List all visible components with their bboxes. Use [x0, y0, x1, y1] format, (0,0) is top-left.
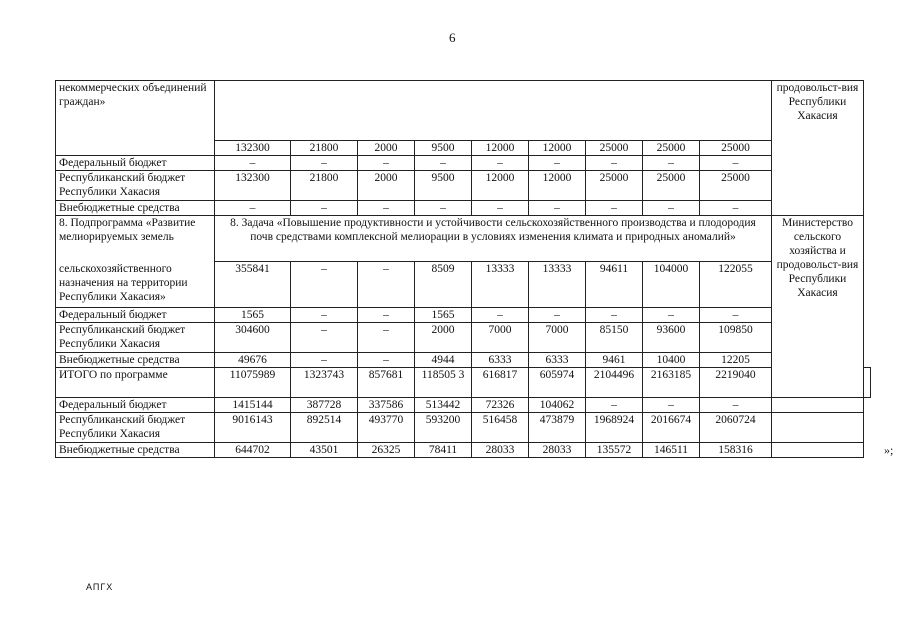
- value-cell: 25000: [643, 171, 700, 201]
- value-cell: –: [358, 156, 415, 171]
- value-cell: –: [700, 201, 772, 216]
- value-cell: 2219040: [700, 368, 772, 398]
- value-cell: –: [291, 323, 358, 353]
- value-cell: –: [215, 201, 291, 216]
- footer-code: АПГХ: [86, 582, 114, 592]
- value-cell: 28033: [529, 443, 586, 458]
- table-row: [56, 413, 871, 443]
- value-cell: –: [415, 201, 472, 216]
- value-cell: 516458: [472, 413, 529, 443]
- value-cell: –: [358, 323, 415, 353]
- value-cell: 1565: [215, 308, 291, 323]
- row-label: некоммерческих объединений граждан»: [56, 81, 215, 141]
- value-cell: –: [643, 201, 700, 216]
- value-cell: 9461: [586, 353, 643, 368]
- value-cell: –: [643, 308, 700, 323]
- value-cell: 122055: [700, 262, 772, 308]
- value-cell: 1323743: [291, 368, 358, 398]
- value-cell: –: [358, 353, 415, 368]
- value-cell: 12000: [529, 171, 586, 201]
- table-row: [56, 443, 871, 458]
- table-row: [56, 368, 871, 398]
- value-cell: 9016143: [215, 413, 291, 443]
- responsible-executor: продовольст-вия Республики Хакасия: [772, 81, 864, 141]
- value-cell: –: [586, 398, 643, 413]
- value-cell: –: [291, 308, 358, 323]
- row-label: Федеральный бюджет: [56, 398, 215, 413]
- value-cell: 26325: [358, 443, 415, 458]
- value-cell: 21800: [291, 141, 358, 156]
- value-cell: 7000: [529, 323, 586, 353]
- empty-cell: [56, 141, 215, 156]
- table-row: [56, 216, 871, 262]
- value-cell: 387728: [291, 398, 358, 413]
- value-cell: 892514: [291, 413, 358, 443]
- value-cell: 135572: [586, 443, 643, 458]
- value-cell: 1415144: [215, 398, 291, 413]
- budget-table: [55, 80, 871, 458]
- value-cell: 13333: [529, 262, 586, 308]
- value-cell: –: [291, 262, 358, 308]
- value-cell: 72326: [472, 398, 529, 413]
- value-cell: –: [415, 156, 472, 171]
- value-cell: 2000: [358, 141, 415, 156]
- value-cell: –: [586, 201, 643, 216]
- row-label: Республиканский бюджет Республики Хакасия: [56, 171, 215, 201]
- empty-cell: [864, 368, 871, 398]
- value-cell: 337586: [358, 398, 415, 413]
- value-cell: 473879: [529, 413, 586, 443]
- value-cell: 25000: [586, 171, 643, 201]
- value-cell: –: [358, 201, 415, 216]
- value-cell: –: [529, 308, 586, 323]
- value-cell: 857681: [358, 368, 415, 398]
- value-cell: 2163185: [643, 368, 700, 398]
- value-cell: –: [358, 308, 415, 323]
- value-cell: –: [529, 156, 586, 171]
- value-cell: –: [472, 156, 529, 171]
- row-label: Федеральный бюджет: [56, 308, 215, 323]
- empty-cell: [215, 81, 772, 141]
- value-cell: 644702: [215, 443, 291, 458]
- empty-cell: [772, 141, 864, 216]
- value-cell: 25000: [586, 141, 643, 156]
- value-cell: 43501: [291, 443, 358, 458]
- row-label: Внебюджетные средства: [56, 353, 215, 368]
- value-cell: 28033: [472, 443, 529, 458]
- value-cell: 132300: [215, 141, 291, 156]
- value-cell: 4944: [415, 353, 472, 368]
- value-cell: 1968924: [586, 413, 643, 443]
- value-cell: –: [291, 201, 358, 216]
- value-cell: 493770: [358, 413, 415, 443]
- value-cell: 94611: [586, 262, 643, 308]
- empty-cell: [772, 398, 864, 413]
- subprogram-title: 8. Подпрограмма «Развитие мелиорируемых земель: [56, 216, 215, 262]
- value-cell: 7000: [472, 323, 529, 353]
- row-label: Федеральный бюджет: [56, 156, 215, 171]
- value-cell: 12000: [472, 171, 529, 201]
- value-cell: 49676: [215, 353, 291, 368]
- value-cell: 616817: [472, 368, 529, 398]
- value-cell: 25000: [643, 141, 700, 156]
- value-cell: 118505 3: [415, 368, 472, 398]
- row-label: Республиканский бюджет Республики Хакасия: [56, 323, 215, 353]
- table-row: [56, 141, 871, 156]
- row-label: Внебюджетные средства: [56, 443, 215, 458]
- value-cell: –: [700, 308, 772, 323]
- value-cell: 6333: [529, 353, 586, 368]
- value-cell: 132300: [215, 171, 291, 201]
- task-description: 8. Задача «Повышение продуктивности и устойчивости сельскохозяйственного производства и плодородия почв средствами комплексной мелиорации в условиях изменения климата и природных аномалий»: [215, 216, 772, 262]
- table-row: [56, 353, 871, 368]
- value-cell: 2104496: [586, 368, 643, 398]
- value-cell: 25000: [700, 171, 772, 201]
- empty-cell: [772, 413, 864, 443]
- value-cell: 13333: [472, 262, 529, 308]
- value-cell: –: [529, 201, 586, 216]
- value-cell: 6333: [472, 353, 529, 368]
- value-cell: –: [472, 201, 529, 216]
- table-row: [56, 308, 871, 323]
- table-row: [56, 398, 871, 413]
- value-cell: 25000: [700, 141, 772, 156]
- value-cell: –: [700, 156, 772, 171]
- table-row: [56, 201, 871, 216]
- value-cell: 513442: [415, 398, 472, 413]
- value-cell: 93600: [643, 323, 700, 353]
- value-cell: 85150: [586, 323, 643, 353]
- value-cell: 8509: [415, 262, 472, 308]
- value-cell: –: [472, 308, 529, 323]
- value-cell: –: [291, 156, 358, 171]
- value-cell: 109850: [700, 323, 772, 353]
- value-cell: –: [643, 156, 700, 171]
- value-cell: 2000: [415, 323, 472, 353]
- value-cell: –: [215, 156, 291, 171]
- subprogram-title: сельскохозяйственного назначения на территории Республики Хакасия»: [56, 262, 215, 308]
- value-cell: 12000: [472, 141, 529, 156]
- value-cell: –: [586, 156, 643, 171]
- value-cell: 605974: [529, 368, 586, 398]
- value-cell: 11075989: [215, 368, 291, 398]
- closing-mark: »;: [884, 443, 894, 457]
- value-cell: 2016674: [643, 413, 700, 443]
- value-cell: –: [586, 308, 643, 323]
- value-cell: 104062: [529, 398, 586, 413]
- table-row: [56, 323, 871, 353]
- value-cell: 593200: [415, 413, 472, 443]
- empty-cell: [772, 443, 864, 458]
- value-cell: –: [643, 398, 700, 413]
- value-cell: –: [700, 398, 772, 413]
- row-label: Внебюджетные средства: [56, 201, 215, 216]
- value-cell: 2000: [358, 171, 415, 201]
- value-cell: 9500: [415, 171, 472, 201]
- value-cell: 158316: [700, 443, 772, 458]
- row-label: Республиканский бюджет Республики Хакасия: [56, 413, 215, 443]
- total-label: ИТОГО по программе: [56, 368, 215, 398]
- value-cell: 9500: [415, 141, 472, 156]
- responsible-executor: Министерство сельского хозяйства и продовольст-вия Республики Хакасия: [772, 216, 864, 398]
- value-cell: 10400: [643, 353, 700, 368]
- table-row: [56, 81, 871, 141]
- value-cell: 2060724: [700, 413, 772, 443]
- value-cell: 355841: [215, 262, 291, 308]
- value-cell: 12000: [529, 141, 586, 156]
- page-number: 6: [449, 30, 456, 45]
- value-cell: –: [358, 262, 415, 308]
- table-row: [56, 171, 871, 201]
- value-cell: 12205: [700, 353, 772, 368]
- value-cell: 146511: [643, 443, 700, 458]
- value-cell: 21800: [291, 171, 358, 201]
- table-row: [56, 156, 871, 171]
- value-cell: 78411: [415, 443, 472, 458]
- value-cell: 304600: [215, 323, 291, 353]
- value-cell: 1565: [415, 308, 472, 323]
- value-cell: 104000: [643, 262, 700, 308]
- value-cell: –: [291, 353, 358, 368]
- table-row: [56, 262, 871, 308]
